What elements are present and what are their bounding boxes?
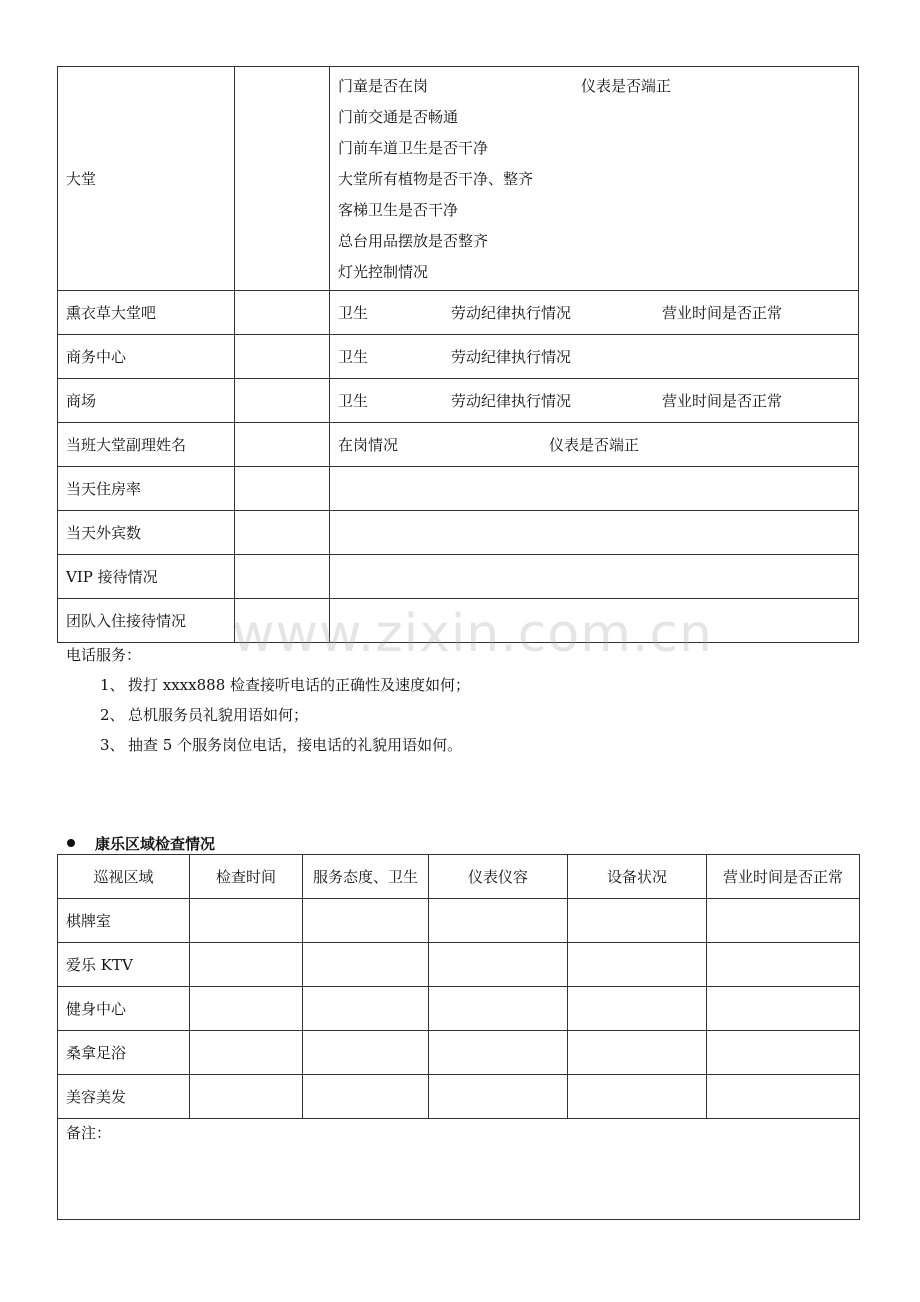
list-item: 2、 总机服务员礼貌用语如何； xyxy=(100,706,309,724)
phone-service-title: 电话服务： xyxy=(66,646,142,664)
table-row xyxy=(58,379,859,423)
table-row xyxy=(58,987,860,1031)
column-header: 营业时间是否正常 xyxy=(707,855,860,899)
watermark: www.zixin.com.cn xyxy=(232,604,713,664)
blank-cell xyxy=(235,379,330,423)
area-name: 爱乐 KTV xyxy=(58,943,190,987)
list-item: 门童是否在岗 仪表是否端正 xyxy=(338,77,672,95)
row-content: 卫生 劳动纪律执行情况 xyxy=(330,335,859,379)
list-item: 总台用品摆放是否整齐 xyxy=(338,232,489,250)
column-header: 服务态度、卫生 xyxy=(303,855,429,899)
blank-cell xyxy=(235,335,330,379)
recreation-section-title: 康乐区域检查情况 xyxy=(67,834,215,854)
table-row xyxy=(58,943,860,987)
row-label: 商务中心 xyxy=(58,335,235,379)
list-item: 客梯卫生是否干净 xyxy=(338,201,459,219)
row-label: 熏衣草大堂吧 xyxy=(58,291,235,335)
blank-cell xyxy=(330,555,859,599)
row-label: VIP 接待情况 xyxy=(58,555,235,599)
row-content: 在岗情况 仪表是否端正 xyxy=(330,423,859,467)
row-label: 商场 xyxy=(58,379,235,423)
blank-cell xyxy=(235,467,330,511)
bullet-icon xyxy=(67,839,75,847)
list-item: 门前交通是否畅通 xyxy=(338,108,459,126)
blank-cell xyxy=(235,291,330,335)
row-content: 卫生 劳动纪律执行情况 营业时间是否正常 xyxy=(330,291,859,335)
row-label: 当天住房率 xyxy=(58,467,235,511)
blank-cell xyxy=(235,555,330,599)
table-row xyxy=(58,1119,860,1220)
blank-cell xyxy=(330,467,859,511)
table-row xyxy=(58,335,859,379)
row-label: 团队入住接待情况 xyxy=(58,599,235,643)
table-row xyxy=(58,467,859,511)
table-header-row xyxy=(58,855,860,899)
area-name: 健身中心 xyxy=(58,987,190,1031)
column-header: 巡视区域 xyxy=(58,855,190,899)
list-item: 门前车道卫生是否干净 xyxy=(338,139,489,157)
list-item: 大堂所有植物是否干净、整齐 xyxy=(338,170,534,188)
table-row xyxy=(58,511,859,555)
table-row xyxy=(58,599,859,643)
blank-cell xyxy=(330,511,859,555)
inspection-table xyxy=(57,66,859,643)
column-header: 检查时间 xyxy=(190,855,303,899)
note-cell: 备注： xyxy=(58,1119,860,1220)
table-row xyxy=(58,1031,860,1075)
list-item: 灯光控制情况 xyxy=(338,263,429,281)
list-item: 3、 抽查 5 个服务岗位电话，接电话的礼貌用语如何。 xyxy=(100,736,463,754)
blank-cell xyxy=(235,599,330,643)
area-name: 桑拿足浴 xyxy=(58,1031,190,1075)
table-row xyxy=(58,899,860,943)
blank-cell xyxy=(330,599,859,643)
row-label: 当天外宾数 xyxy=(58,511,235,555)
row-label: 当班大堂副理姓名 xyxy=(58,423,235,467)
recreation-table xyxy=(57,854,860,1220)
area-name: 棋牌室 xyxy=(58,899,190,943)
lobby-items xyxy=(330,67,859,291)
table-row xyxy=(58,555,859,599)
column-header: 仪表仪容 xyxy=(429,855,568,899)
area-name: 美容美发 xyxy=(58,1075,190,1119)
lobby-blank-cell xyxy=(235,67,330,291)
row-content: 卫生 劳动纪律执行情况 营业时间是否正常 xyxy=(330,379,859,423)
table-row xyxy=(58,1075,860,1119)
list-item: 1、 拨打 xxxx888 检查接听电话的正确性及速度如何； xyxy=(100,676,471,694)
table-row xyxy=(58,291,859,335)
phone-service-section xyxy=(66,645,470,765)
table-row xyxy=(58,423,859,467)
blank-cell xyxy=(235,423,330,467)
column-header: 设备状况 xyxy=(568,855,707,899)
lobby-label: 大堂 xyxy=(58,67,235,291)
blank-cell xyxy=(235,511,330,555)
table-row xyxy=(58,67,859,291)
